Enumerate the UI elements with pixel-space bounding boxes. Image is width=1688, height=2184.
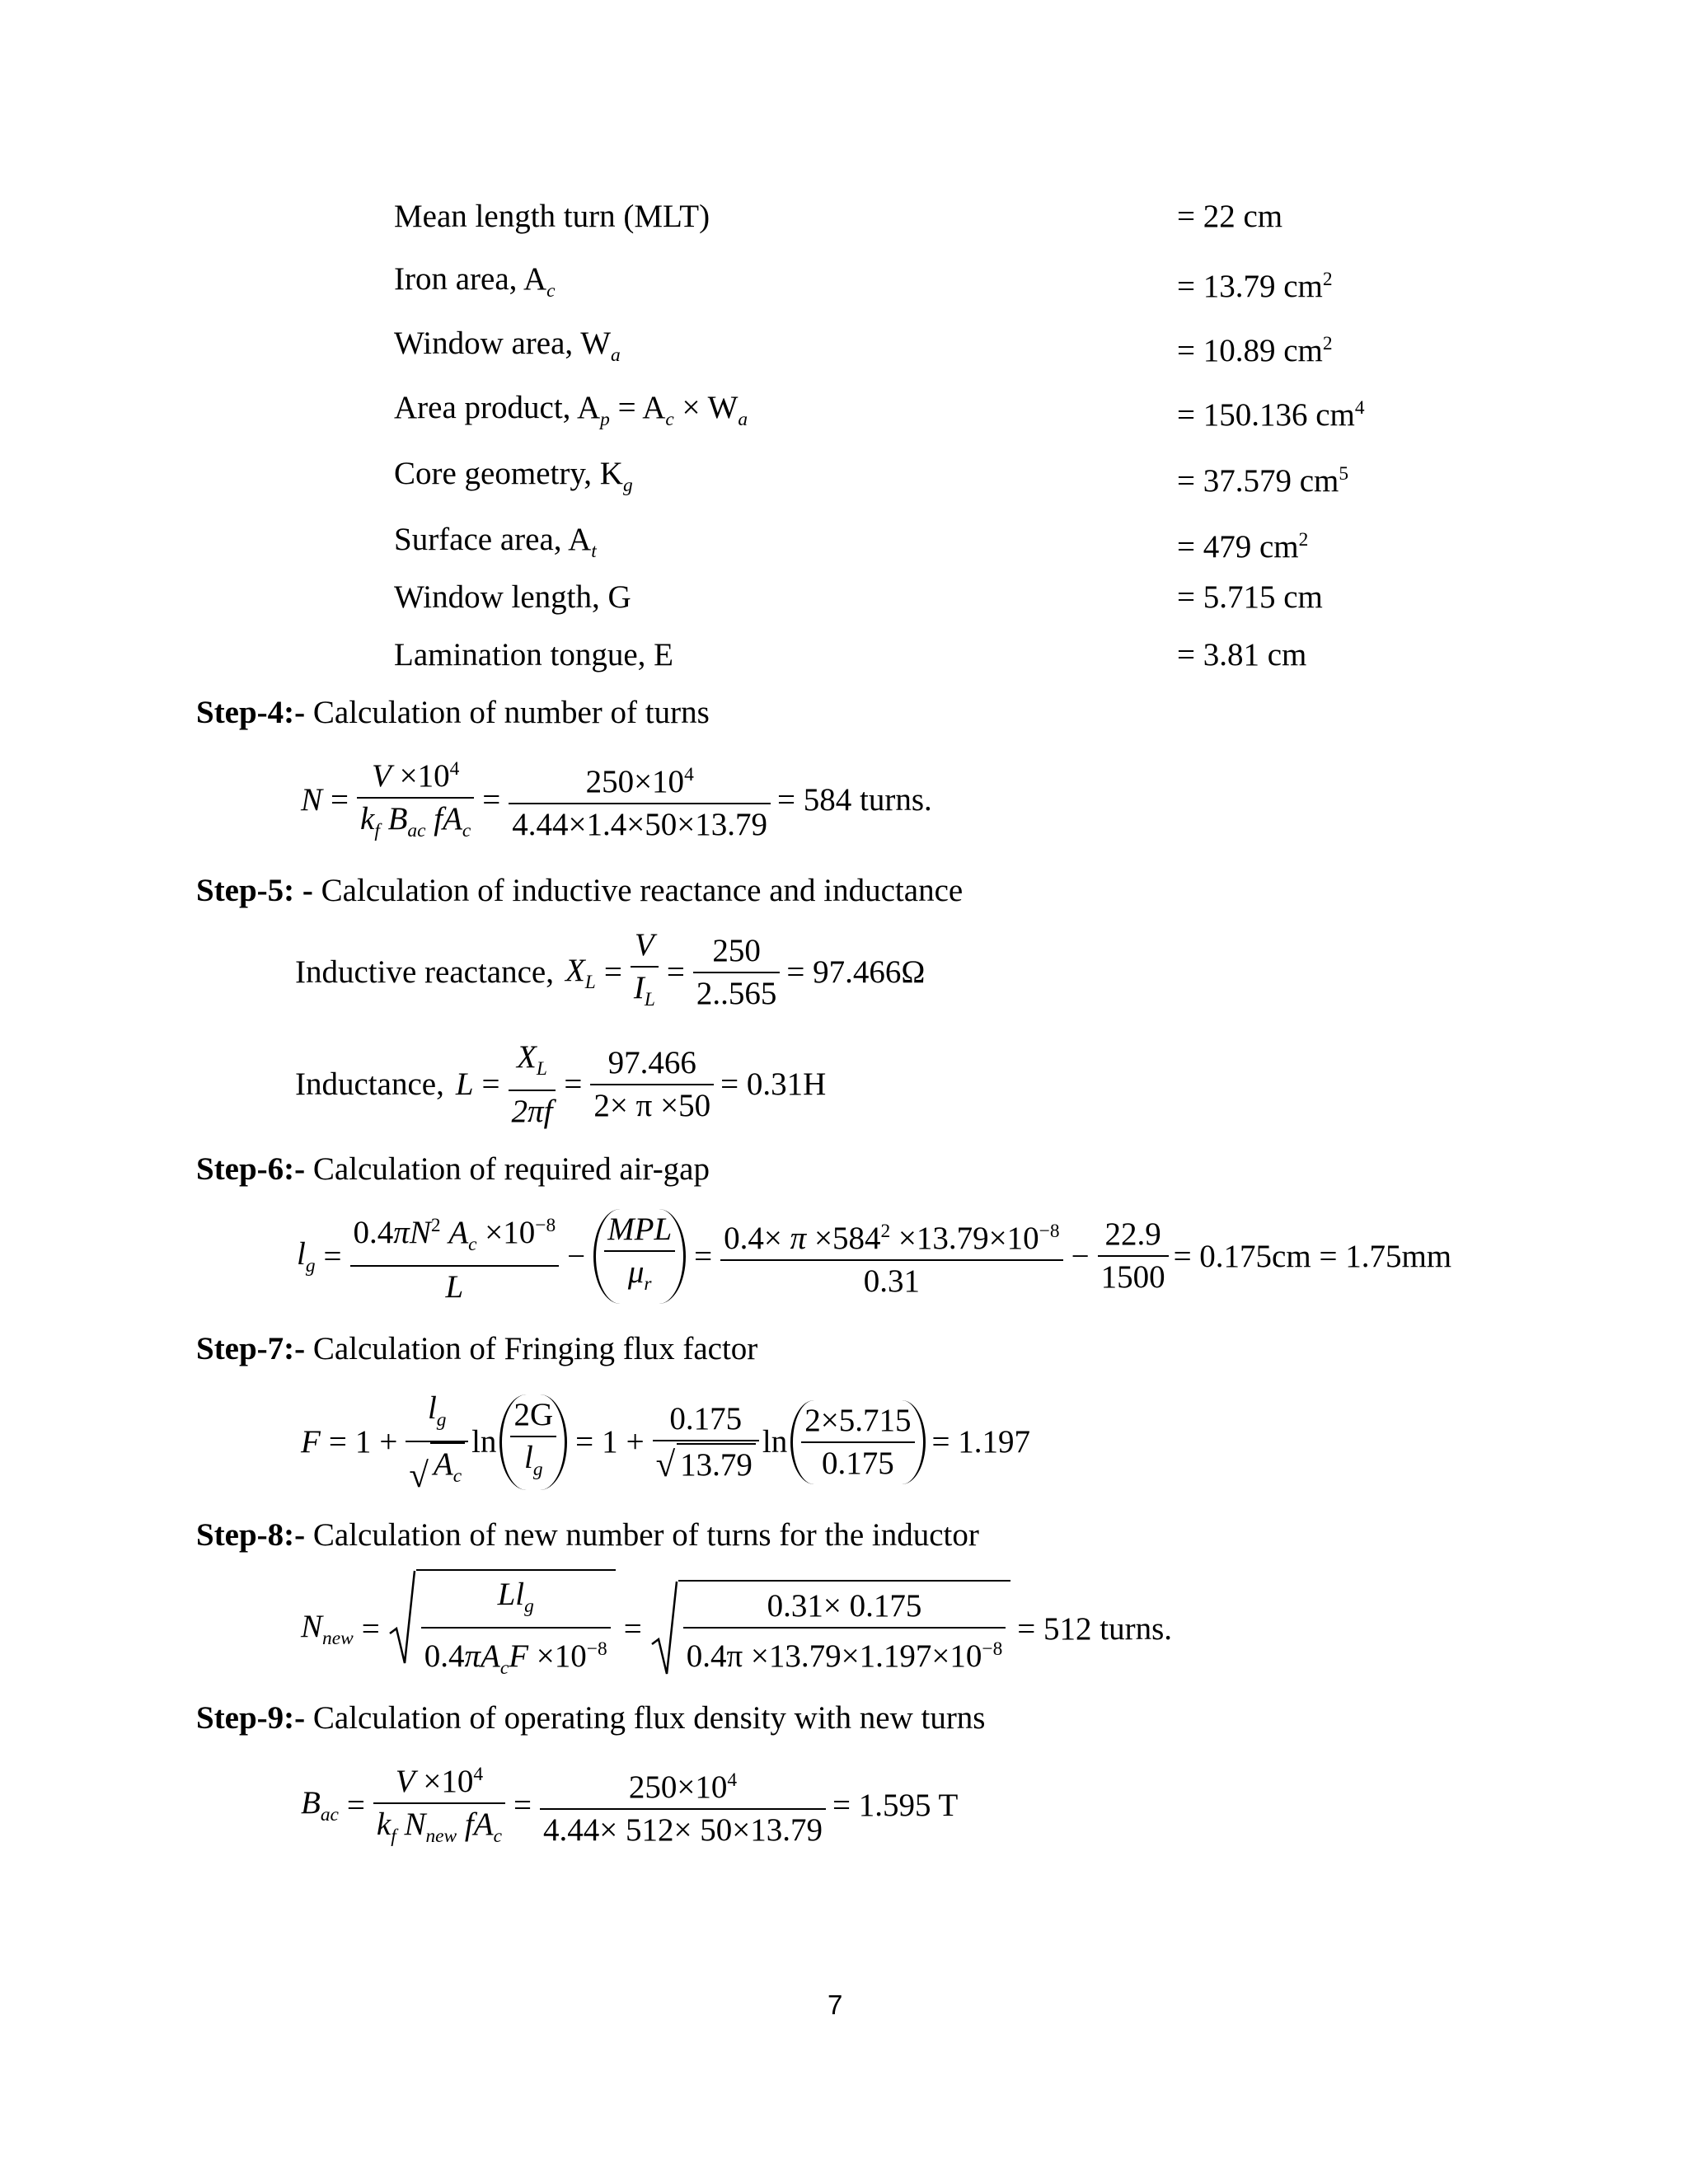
prop-value-iron-area: = 13.79 $cm^2$	[1177, 269, 1333, 304]
prop-value-window-area: = 10.89 $cm^2$	[1177, 333, 1333, 368]
equation-turns: N = $\frac{V \times 10^4}{k_f B_{ac} fA_c}$ = $\frac{250\times 10^4}{4.44\times 1.4\times 50\times 13.79}$ = 584 turns.	[301, 748, 932, 851]
equation-flux-density: $B_{ac}$ = $\frac{V \times 10^4}{k_f N_{new} fA_c}$ = $\frac{250\times 10^4}{4.44\times 512\times 50\times 13.79}$ = 1.595 T	[301, 1754, 958, 1857]
step-8-heading: Step-8:- Calculation of new number of turns for the inductor	[196, 1517, 979, 1553]
step-4-heading: Step-4:- Calculation of number of turns	[196, 695, 710, 730]
equation-inductance: Inductance, L = $\frac{X_L}{2\pi f}$ = $\frac{97.466}{2\times \pi \times 50}$ = 0.31H	[295, 1037, 826, 1132]
equation-new-turns: $N_{new}$ = $\frac{Ll_g}{0.4\pi A_cF \times 10^{-8}}$ = $\frac{0.31\times 0.175}{0.4\pi \times 13.79\times 1.197\times 10^{-8}}$ = 512 turns.	[301, 1569, 1172, 1689]
equation-inductive-reactance: Inductive reactance, $X_L$ = $\frac{V}{I_L}$ = $\frac{250}{2..565}$ = 97.466Ω	[295, 925, 925, 1020]
prop-label-area-product: Area product, $A_p = A_c \times W_a$	[394, 390, 748, 430]
prop-label-mlt: Mean length turn (MLT)	[394, 199, 710, 234]
step-6-heading: Step-6:- Calculation of required air-gap	[196, 1151, 710, 1187]
prop-value-lamination-tongue: = 3.81 cm	[1177, 637, 1307, 673]
equation-air-gap: $l_g$ = $\frac{0.4\pi N^2 A_c \times 10^{-8}}{L}$ − $\frac{\text{MPL}}{\mu_r}$ = $\frac{0.4\times \pi \times 584^2 \times 13.79\times 10^{-8}}{0.31}$ − $\frac{22.9}{1500}$ = 0.175cm = 1.75mm	[297, 1205, 1451, 1308]
prop-value-window-length: = 5.715 cm	[1177, 579, 1323, 615]
equation-fringing-factor: F = 1 + $l_g$ √ $A_c$ ln $\frac{2G}{l_g}$ = 1 + 0.175 √ 13.79 ln $\frac{2\times 5.715}{0.175}$ = 1.197	[301, 1390, 1030, 1495]
prop-value-core-geometry: = 37.579 $cm^5$	[1177, 463, 1349, 499]
prop-value-area-product: = 150.136 $cm^4$	[1177, 397, 1365, 433]
prop-value-mlt: = 22 cm	[1177, 199, 1283, 234]
prop-label-iron-area: Iron area, $A_c$	[394, 261, 556, 302]
step-7-heading: Step-7:- Calculation of Fringing flux factor	[196, 1331, 758, 1366]
page-number: 7	[828, 1990, 843, 2020]
step-5-heading: Step-5: - Calculation of inductive reactance and inductance	[196, 873, 964, 908]
prop-label-window-length: Window length, G	[394, 579, 631, 615]
prop-label-surface-area: Surface area, $A_t$	[394, 522, 597, 562]
prop-label-window-area: Window area, $W_a$	[394, 326, 621, 366]
prop-value-surface-area: = 479 $cm^2$	[1177, 529, 1309, 565]
prop-label-core-geometry: Core geometry, $K_g$	[394, 456, 633, 496]
prop-label-lamination-tongue: Lamination tongue, E	[394, 637, 674, 673]
step-9-heading: Step-9:- Calculation of operating flux density with new turns	[196, 1700, 986, 1736]
